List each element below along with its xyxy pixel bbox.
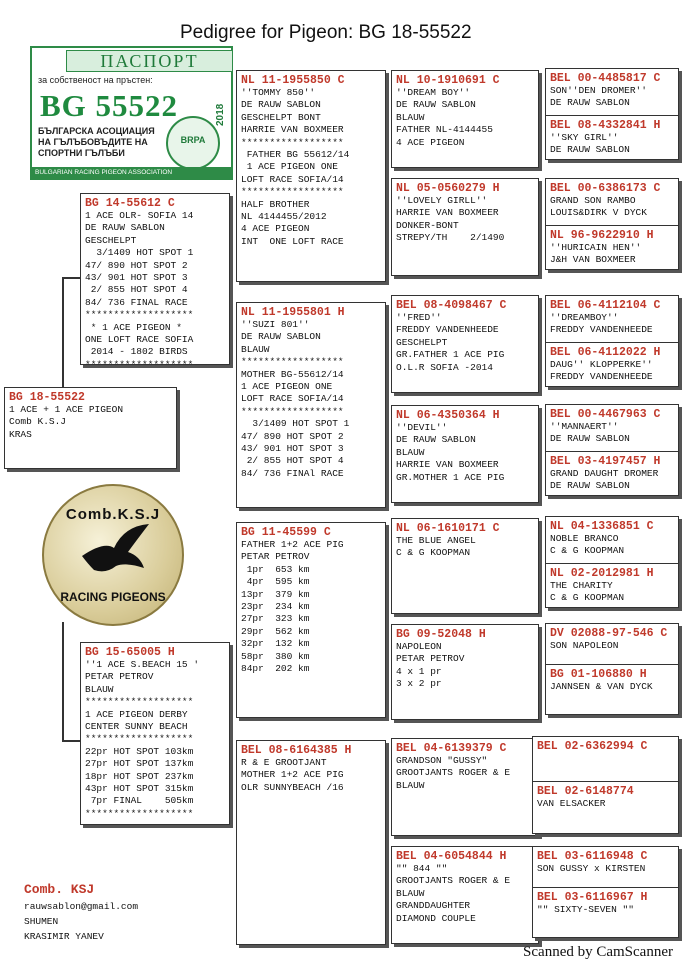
g3-box (391, 738, 539, 836)
sd-line: ''SUZI 801'' (241, 319, 310, 330)
dam-box (80, 642, 230, 825)
subject-box (4, 387, 177, 469)
ss-line: HALF BROTHER (241, 198, 310, 210)
g4-box (545, 404, 679, 496)
g3-line: STREPY/TH 2/1490 (396, 232, 505, 244)
sd-line: 47/ 890 HOT SPOT 2 (241, 430, 344, 442)
sd-line: 84/ 736 FINAl RACE (241, 467, 344, 479)
g4-line: J&H VAN BOXMEER (550, 254, 636, 266)
g4-ring: BEL 00-6386173 C (550, 182, 661, 195)
g3-box (391, 518, 539, 614)
sire-ring: BG 14-55612 C (85, 197, 175, 210)
scanner-watermark: Scanned by CamScanner (523, 944, 673, 960)
g3-line: FATHER NL-4144455 (396, 124, 493, 136)
g3-line: BLAUW (396, 446, 425, 458)
contact-person: KRASIMIR YANEV (24, 931, 104, 942)
g3-box (391, 295, 539, 393)
sd-line: 43/ 901 HOT SPOT 3 (241, 443, 344, 455)
dam-line: ''1 ACE S.BEACH 15 ' (85, 659, 200, 670)
sire-line: * 1 ACE PIGEON * (85, 321, 182, 333)
connector (62, 277, 64, 387)
g3-line: NAPOLEON (396, 641, 442, 652)
g3-line: ''FRED'' (396, 312, 442, 323)
g3-line: GROOTJANTS ROGER & E (396, 767, 511, 779)
g4-line: ''SKY GIRL'' (550, 132, 619, 143)
ss-line: 1 ACE PIGEON ONE (241, 161, 338, 173)
g4-line: FREDDY VANDENHEEDE (550, 371, 653, 383)
sire-line: GESCHELPT (85, 234, 137, 246)
g4-line: DE RAUW SABLON (550, 144, 630, 156)
sire-line: ONE LOFT RACE SOFIA (85, 334, 194, 346)
sire-line: 2/ 855 HOT SPOT 4 (85, 284, 188, 296)
ss-line: NL 4144455/2012 (241, 211, 327, 223)
dam-line: 18pr HOT SPOT 237km (85, 770, 194, 782)
g3-ring: BEL 04-6139379 C (396, 742, 507, 755)
passport-year: 2018 (215, 103, 226, 126)
sd-ring: NL 11-1955801 H (241, 306, 345, 319)
subject-line: KRAS (9, 428, 32, 440)
g4-line: GRAND SON RAMBO (550, 195, 636, 206)
g4-line: C & G KOOPMAN (550, 545, 625, 557)
g3-line: GR.MOTHER 1 ACE PIG (396, 471, 505, 483)
g3-box (391, 70, 539, 168)
g3-line: PETAR PETROV (396, 653, 465, 665)
passport-owner-line: за собственост на пръстен: (38, 75, 153, 85)
g3-line: 3 x 2 pr (396, 678, 442, 690)
g3-line: GRANDDAUGHTER (396, 900, 471, 912)
g4-line: ''DREAMBOY'' (550, 312, 619, 323)
g4-ring: BEL 03-4197457 H (550, 455, 661, 468)
g4-ring: BG 01-106880 H (550, 668, 647, 681)
dam-line: 27pr HOT SPOT 137km (85, 758, 194, 770)
g4-line: ''HURICAIN HEN'' (550, 242, 642, 253)
passport-footer: BULGARIAN RACING PIGEON ASSOCIATION (32, 167, 231, 178)
g3-line: GESCHELPT (396, 336, 448, 348)
dam-line: BLAUW (85, 683, 114, 695)
seal-bottom-text: RACING PIGEONS (60, 590, 166, 604)
sire-sire-box (236, 70, 386, 282)
g3-box (391, 178, 539, 276)
dd-line: MOTHER 1+2 ACE PIG (241, 769, 344, 781)
subject-line: 1 ACE + 1 ACE PIGEON (9, 404, 124, 415)
g3-ring: BEL 08-4098467 C (396, 299, 507, 312)
dd-ring: BEL 08-6164385 H (241, 744, 352, 757)
g3-line: HARRIE VAN BOXMEER (396, 207, 499, 219)
g4-line: GRAND DAUGHT DROMER (550, 468, 659, 479)
dam-sire-box (236, 522, 386, 718)
ds-line: 29pr 562 km (241, 625, 310, 637)
ds-ring: BG 11-45599 C (241, 526, 331, 539)
g3-ring: BG 09-52048 H (396, 628, 486, 641)
ss-line: LOFT RACE SOFIA/14 (241, 173, 344, 185)
g3-line: DIAMOND COUPLE (396, 912, 476, 924)
g4-ring: NL 96-9622910 H (550, 229, 654, 242)
g4-ring: BEL 06-4112104 C (550, 299, 661, 312)
g4-line: LOUIS&DIRK V DYCK (550, 207, 647, 219)
ss-line: DE RAUW SABLON (241, 99, 321, 111)
g3-line: 4 ACE PIGEON (396, 136, 465, 148)
dam-line: 43pr HOT SPOT 315km (85, 783, 194, 795)
g3-line: FREDDY VANDENHEEDE (396, 324, 499, 336)
assoc-line-1: БЪЛГАРСКА АСОЦИАЦИЯ (38, 126, 155, 136)
g3-ring: NL 06-1610171 C (396, 522, 500, 535)
ds-line: PETAR PETROV (241, 551, 310, 563)
g4-line: C & G KOOPMAN (550, 592, 625, 604)
connector (62, 622, 64, 742)
g4-line: SON NAPOLEON (550, 640, 619, 651)
g3-ring: NL 10-1910691 C (396, 74, 500, 87)
sd-line: ****************** (241, 356, 344, 368)
g3-line: GROOTJANTS ROGER & E (396, 875, 511, 887)
sd-line: BLAUW (241, 343, 270, 355)
g4-ring: BEL 08-4332841 H (550, 119, 661, 132)
seal-top-text: Comb.K.S.J (65, 506, 161, 523)
assoc-line-2: НА ГЪЛЪБОВЪДИТЕ НА (38, 137, 148, 147)
dam-line: 7pr FINAL 505km (85, 795, 194, 807)
ss-ring: NL 11-1955850 C (241, 74, 345, 87)
g3-line: BLAUW (396, 111, 425, 123)
ds-line: 23pr 234 km (241, 601, 310, 613)
ss-line: ****************** (241, 186, 344, 198)
g3-line: BLAUW (396, 887, 425, 899)
dam-ring: BG 15-65005 H (85, 646, 175, 659)
g4-line: VAN ELSACKER (537, 798, 606, 809)
g3-ring: NL 05-0560279 H (396, 182, 500, 195)
sd-line: DE RAUW SABLON (241, 331, 321, 343)
sire-dam-box (236, 302, 386, 508)
g4-line: NOBLE BRANCO (550, 533, 619, 544)
sd-line: 3/1409 HOT SPOT 1 (241, 418, 350, 430)
g4-ring: BEL 00-4467963 C (550, 408, 661, 421)
sire-line: 43/ 901 HOT SPOT 3 (85, 272, 188, 284)
ss-line: INT ONE LOFT RACE (241, 235, 344, 247)
g4-ring: BEL 06-4112022 H (550, 346, 661, 359)
g4-ring: BEL 02-6362994 C (537, 740, 648, 753)
ds-line: 27pr 323 km (241, 613, 310, 625)
ss-line: FATHER BG 55612/14 (241, 149, 350, 161)
g3-line: GR.FATHER 1 ACE PIG (396, 349, 505, 361)
sire-line: DE RAUW SABLON (85, 222, 165, 234)
sd-line: MOTHER BG-55612/14 (241, 368, 344, 380)
sd-line: 2/ 855 HOT SPOT 4 (241, 455, 344, 467)
g4-ring: BEL 02-6148774 (537, 785, 634, 798)
ss-line: GESCHELPT BONT (241, 111, 321, 123)
ds-line: 58pr 380 km (241, 650, 310, 662)
g4-ring: BEL 03-6116948 C (537, 850, 648, 863)
g4-line: DAUG'' KLOPPERKE'' (550, 359, 653, 370)
contact-city: SHUMEN (24, 916, 59, 927)
sire-line: 47/ 890 HOT SPOT 2 (85, 259, 188, 271)
g3-line: BLAUW (396, 779, 425, 791)
sire-line: ******************* (85, 358, 194, 365)
sd-line: 1 ACE PIGEON ONE (241, 381, 333, 393)
g3-line: "" 844 "" (396, 863, 448, 874)
contact-email: rauwsablon@gmail.com (24, 901, 139, 912)
g4-box (545, 68, 679, 160)
passport-card (30, 46, 233, 180)
dam-line: CENTER SUNNY BEACH (85, 721, 188, 733)
sire-line: 2014 - 1802 BIRDS (85, 346, 188, 358)
g4-line: SON''DEN DROMER'' (550, 85, 647, 96)
g4-line: "" SIXTY-SEVEN "" (537, 904, 634, 915)
ds-line: 13pr 379 km (241, 588, 310, 600)
g3-box (391, 846, 539, 944)
dam-dam-box (236, 740, 386, 945)
sd-line: LOFT RACE SOFIA/14 (241, 393, 344, 405)
sire-line: ******************* (85, 309, 194, 321)
sire-line: 1 ACE OLR- SOFIA 14 (85, 210, 194, 221)
g4-ring: DV 02088-97-546 C (550, 627, 668, 640)
g4-line: FREDDY VANDENHEEDE (550, 324, 653, 336)
ds-line: 32pr 132 km (241, 638, 310, 650)
passport-header: ПАСПОРТ (66, 50, 233, 72)
ss-line: HARRIE VAN BOXMEER (241, 124, 344, 136)
dam-line: ******************* (85, 696, 194, 708)
sire-line: 84/ 736 FINAL RACE (85, 296, 188, 308)
g4-line: ''MANNAERT'' (550, 421, 619, 432)
seal-logo (42, 484, 184, 626)
g3-line: GRANDSON "GUSSY" (396, 755, 488, 766)
g4-line: DE RAUW SABLON (550, 433, 630, 445)
subject-ring: BG 18-55522 (9, 391, 85, 404)
subject-line: Comb K.S.J (9, 416, 67, 428)
dam-line: PETAR PETROV (85, 671, 154, 683)
g3-line: HARRIE VAN BOXMEER (396, 459, 499, 471)
dam-line: 22pr HOT SPOT 103km (85, 745, 194, 757)
g3-line: DE RAUW SABLON (396, 434, 476, 446)
ss-line: ''TOMMY 850'' (241, 87, 316, 98)
dam-line: ******************* (85, 807, 194, 819)
g3-box (391, 624, 539, 720)
g3-line: C & G KOOPMAN (396, 547, 471, 559)
g4-ring: BEL 03-6116967 H (537, 891, 648, 904)
g4-line: THE CHARITY (550, 580, 613, 591)
g4-line: SON GUSSY x KIRSTEN (537, 863, 646, 874)
g3-ring: BEL 04-6054844 H (396, 850, 507, 863)
g3-ring: NL 06-4350364 H (396, 409, 500, 422)
g3-line: ''DEVIL'' (396, 422, 448, 433)
g4-box (545, 295, 679, 387)
passport-ring: BG 55522 (40, 88, 179, 123)
g3-box (391, 405, 539, 503)
sire-line: 3/1409 HOT SPOT 1 (85, 247, 194, 259)
ss-line: ****************** (241, 136, 344, 148)
g3-line: THE BLUE ANGEL (396, 535, 476, 546)
sd-line: ****************** (241, 405, 344, 417)
dam-line: 1 ACE PIGEON DERBY (85, 708, 188, 720)
g4-box (545, 178, 679, 270)
connector (62, 277, 80, 279)
ds-line: 84pr 202 km (241, 663, 310, 675)
ds-line: FATHER 1+2 ACE PIG (241, 539, 344, 550)
g4-line: JANNSEN & VAN DYCK (550, 681, 653, 692)
ds-line: 1pr 653 km (241, 563, 310, 575)
g4-box (545, 623, 679, 715)
g4-line: DE RAUW SABLON (550, 97, 630, 109)
brpa-logo-icon (166, 116, 220, 170)
sire-box (80, 193, 230, 365)
g4-line: DE RAUW SABLON (550, 480, 630, 492)
g4-box (532, 846, 679, 938)
g4-ring: NL 02-2012981 H (550, 567, 654, 580)
g3-line: O.L.R SOFIA -2014 (396, 361, 493, 373)
contact-name: Comb. KSJ (24, 882, 95, 897)
dd-line: R & E GROOTJANT (241, 757, 327, 768)
g3-line: DONKER-BONT (396, 219, 459, 231)
g3-line: ''LOVELY GIRLL'' (396, 195, 488, 206)
g4-box (545, 516, 679, 608)
ds-line: 4pr 595 km (241, 576, 310, 588)
assoc-line-3: СПОРТНИ ГЪЛЪБИ (38, 148, 125, 158)
g3-line: 4 x 1 pr (396, 665, 442, 677)
g4-box (532, 736, 679, 834)
g4-ring: BEL 00-4485817 C (550, 72, 661, 85)
passport-association (38, 126, 155, 159)
g3-line: DE RAUW SABLON (396, 99, 476, 111)
dam-line: ******************* (85, 733, 194, 745)
ss-line: 4 ACE PIGEON (241, 223, 310, 235)
connector (62, 740, 80, 742)
g3-line: ''DREAM BOY'' (396, 87, 471, 98)
dd-line: OLR SUNNYBEACH /16 (241, 781, 344, 793)
brpa-logo-text: BRPA (180, 135, 206, 145)
g4-ring: NL 04-1336851 C (550, 520, 654, 533)
page-title: Pedigree for Pigeon: BG 18-55522 (180, 22, 472, 43)
